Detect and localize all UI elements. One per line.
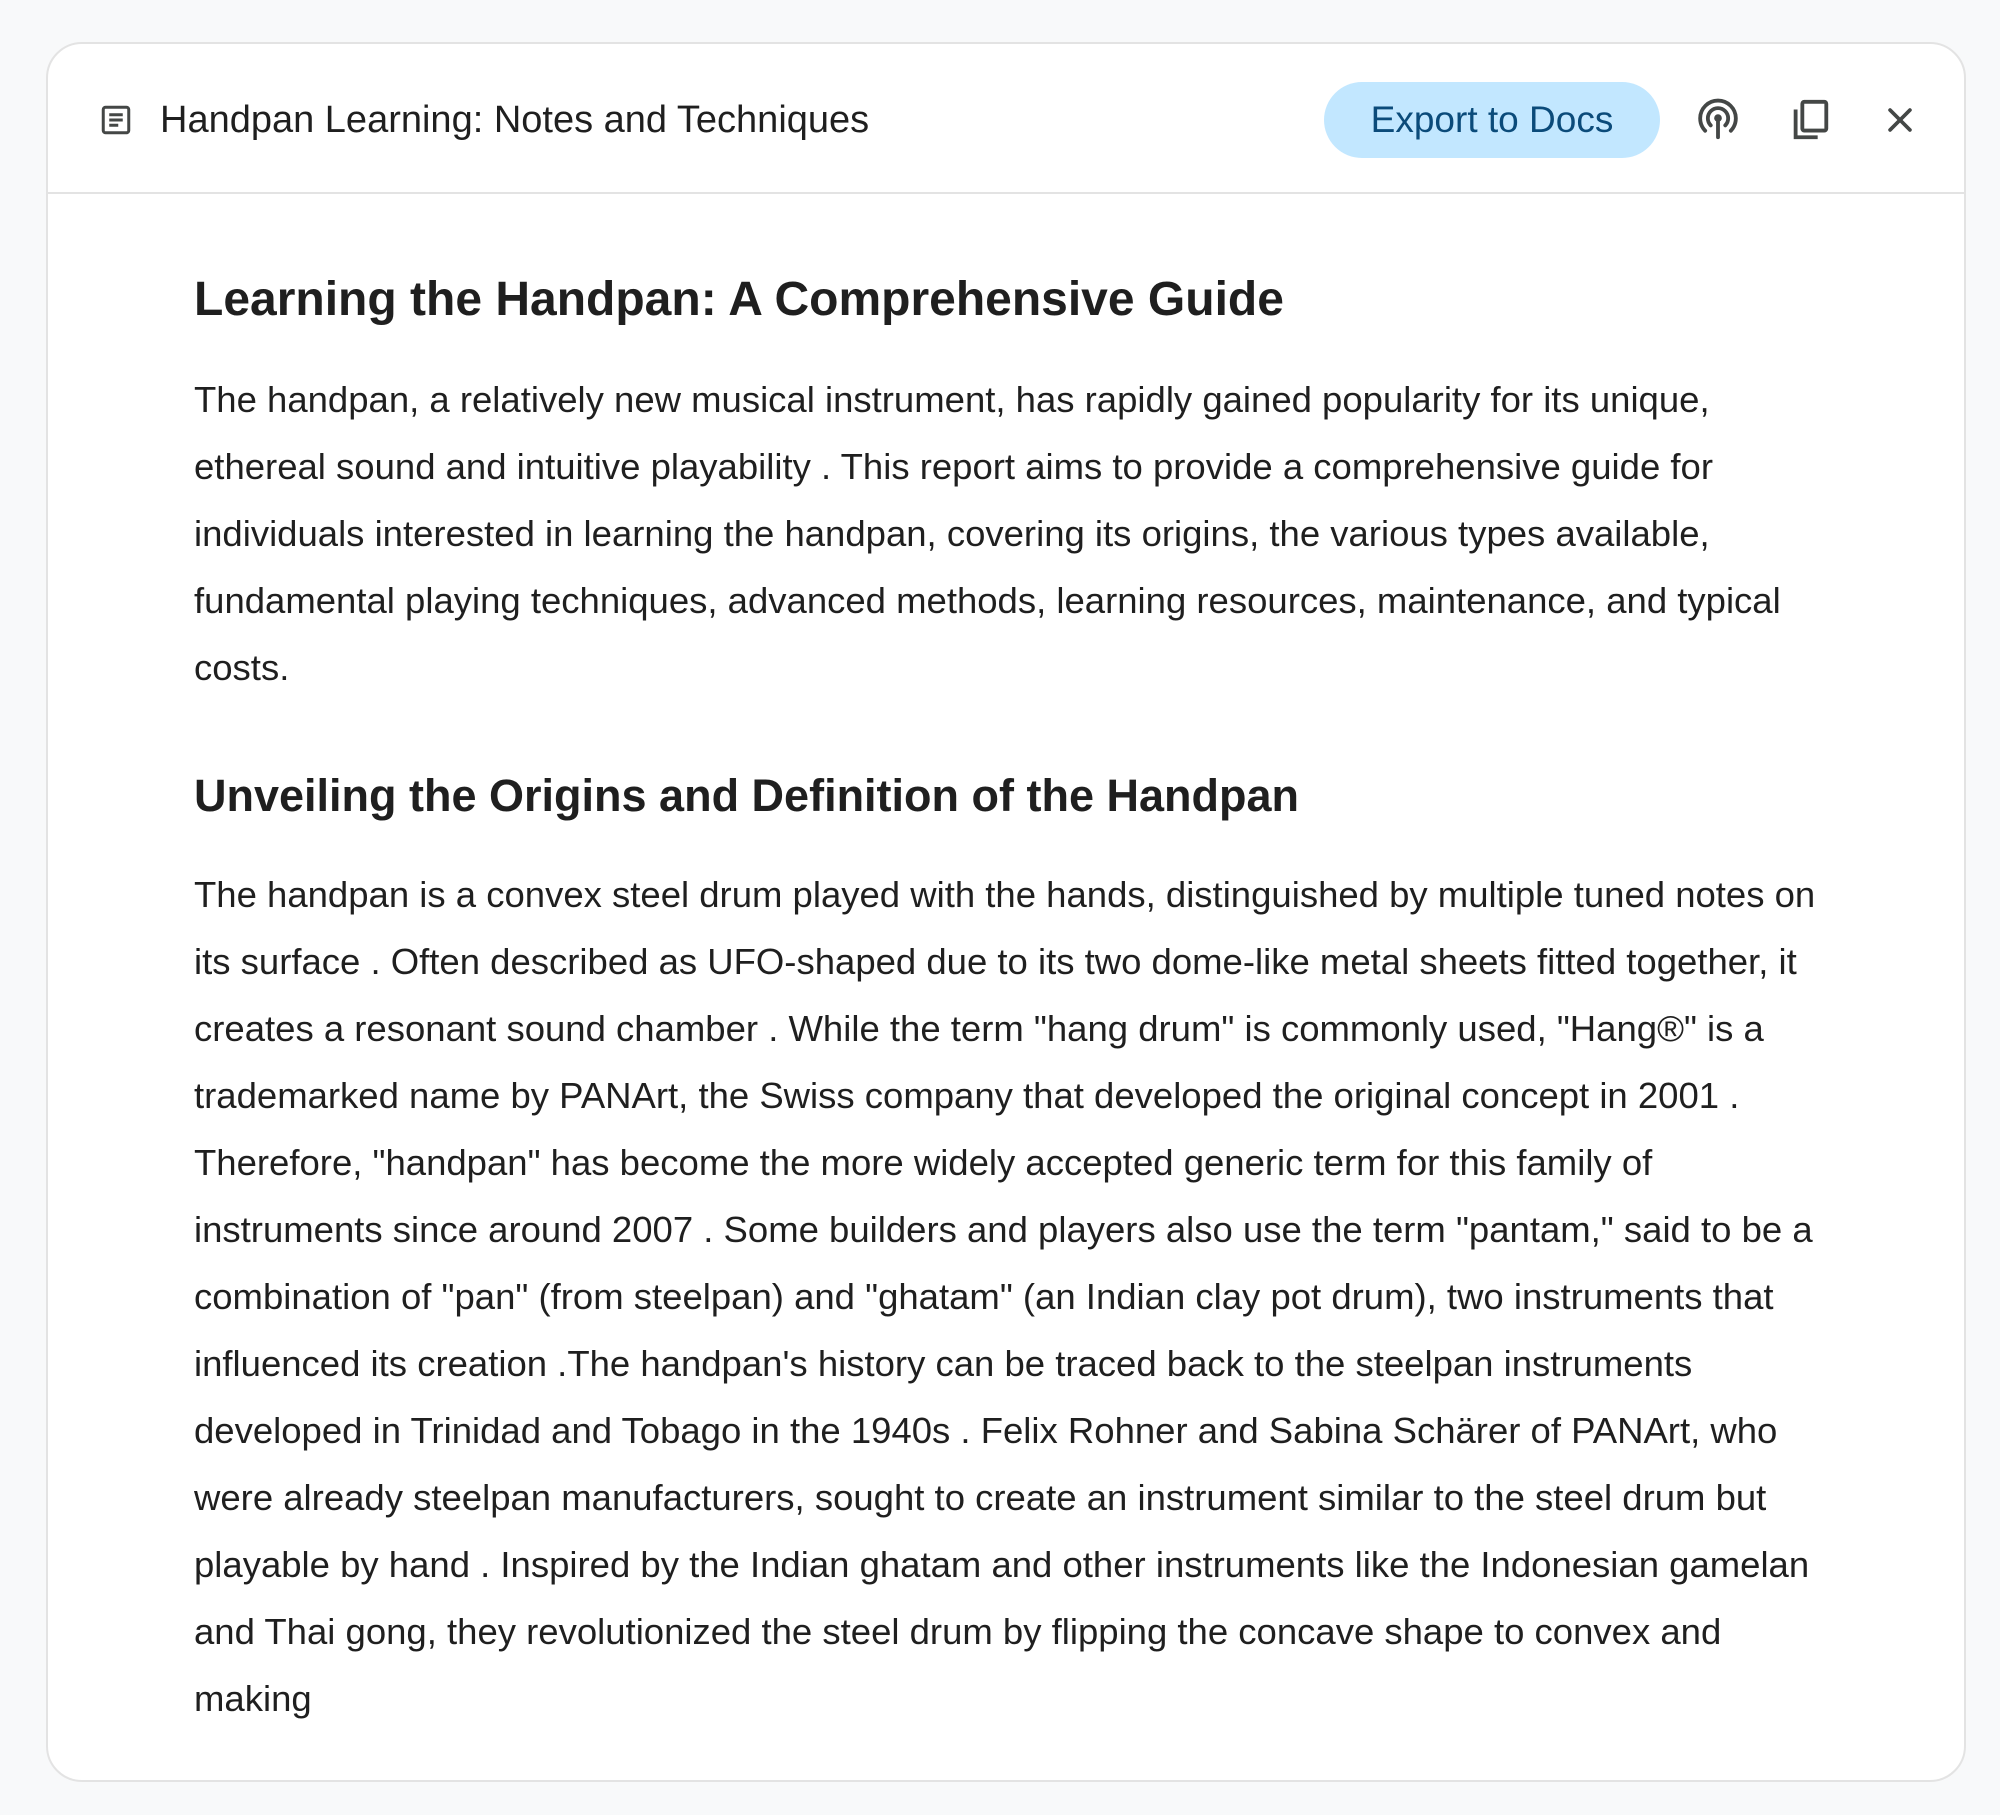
heading-learning-handpan: Learning the Handpan: A Comprehensive Guide bbox=[194, 273, 1284, 326]
document-title: Handpan Learning: Notes and Techniques bbox=[160, 99, 870, 141]
close-icon bbox=[1883, 103, 1917, 137]
document-content bbox=[194, 264, 1844, 1732]
document-panel bbox=[46, 42, 1966, 1782]
export-to-docs-button[interactable]: Export to Docs bbox=[1324, 82, 1660, 158]
intro-paragraph: The handpan, a relatively new musical instrument, has rapidly gained popularity for its unique, ethereal sound and intuitive playability . This report aims to provide a comprehensive guide for individuals interested in learning the handpan, covering its origins, the various types available, fundamental playing techniques, advanced methods, learning resources, maintenance, and typical costs. bbox=[194, 379, 1781, 688]
podcast-icon bbox=[1695, 97, 1741, 143]
panel-header bbox=[48, 44, 1964, 194]
copy-icon bbox=[1787, 97, 1833, 143]
heading-origins: Unveiling the Origins and Definition of the Handpan bbox=[194, 770, 1300, 821]
origins-paragraph: The handpan is a convex steel drum played with the hands, distinguished by multiple tuned notes on its surface . Often described as UFO-shaped due to its two dome-like metal sheets fitted together, it creates a resonant sound chamber . While the term "hang drum" is commonly used, "Hang®" is a trademarked name by PANArt, the Swiss company that developed the original concept in 2001 . Therefore, "handpan" has become the more widely accepted generic term for this family of instruments since around 2007 . Some builders and players also use the term "pantam," said to be a combination of "pan" (from steelpan) and "ghatam" (an Indian clay pot drum), two instruments that influenced its creation .The handpan's history can be traced back to the steelpan instruments developed in Trinidad and Tobago in the 1940s . Felix Rohner and Sabina Schärer of PANArt, who were already steelpan manufacturers, sought to create an instrument similar to the steel drum but playable by hand . Inspired by the Indian ghatam and other instruments like the Indonesian gamelan and Thai gong, they revolutionized the steel drum by flipping the concave shape to convex and making bbox=[194, 874, 1816, 1719]
copy-button[interactable] bbox=[1774, 84, 1846, 156]
close-button[interactable] bbox=[1864, 84, 1936, 156]
document-icon bbox=[98, 102, 134, 138]
podcast-button[interactable] bbox=[1682, 84, 1754, 156]
